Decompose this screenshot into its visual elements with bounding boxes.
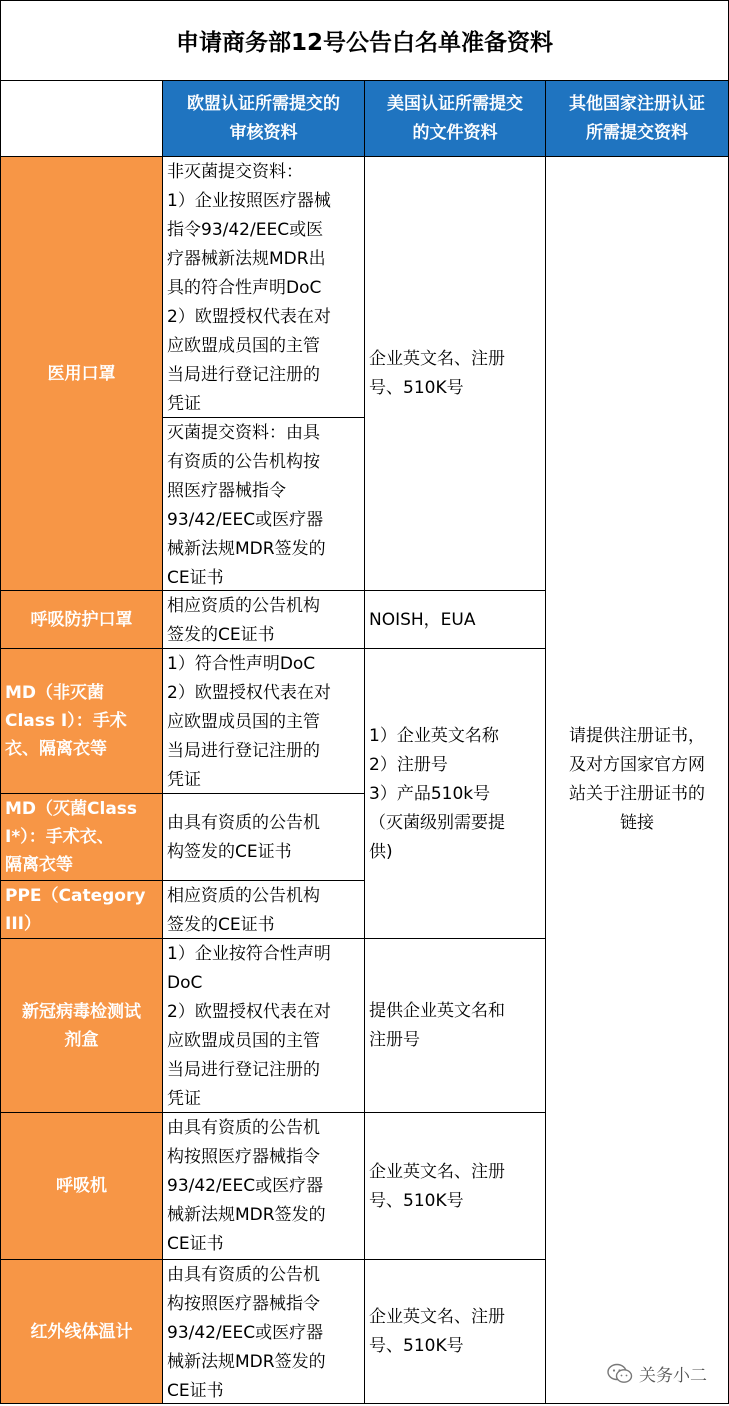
eu-covid-test-kit: 1）企业按符合性声明 DoC 2）欧盟授权代表在对 应欧盟成员国的主管 当局进行登记注册的 凭证 xyxy=(167,944,331,1109)
eu-medical-mask-nonsterile: 非灭菌提交资料： 1）企业按照医疗器械 指令93/42/EEC或医 疗器械新法规MDR出 具的符合性声明DoC 2）欧盟授权代表在对 应欧盟成员国的主管 当局进行登记注册的 凭证 xyxy=(167,162,331,414)
header-eu-requirements xyxy=(163,81,364,156)
eu-ventilator: 由具有资质的公告机 构按照医疗器械指令 93/42/EEC或医疗器 械新法规MDR签发的 CE证书 xyxy=(167,1118,326,1254)
row-label-respirator-mask xyxy=(1,591,162,648)
other-countries-all xyxy=(546,157,728,1403)
eu-respirator-mask: 相应资质的公告机构 签发的CE证书 xyxy=(167,596,320,645)
row-label-medical-mask xyxy=(1,157,162,590)
line-header-bottom xyxy=(0,156,729,157)
line-mask-eu-split xyxy=(162,417,365,418)
us-ventilator xyxy=(365,1113,545,1259)
us-respirator-mask-text: NOISH，EUA xyxy=(369,609,476,630)
line-row-md-nonsterile-bottom xyxy=(0,793,365,794)
eu-md-nonsterile: 1）符合性声明DoC 2）欧盟授权代表在对 应欧盟成员国的主管 当局进行登记注册的 凭证 xyxy=(167,654,331,790)
ir-thermometer-label: 红外线体温计 xyxy=(30,1321,133,1342)
us-md-group-text: 1）企业英文名称 2）注册号 3）产品510k号 （灭菌级别需要提 供) xyxy=(369,725,505,862)
line-row-md-sterile-bottom xyxy=(0,880,365,881)
eu-md-sterile-text: 由具有资质的公告机 构签发的CE证书 xyxy=(167,812,320,862)
eu-medical-mask-sterile: 灭菌提交资料：由具 有资质的公告机构按 照医疗器械指令 93/42/EEC或医疗器 械新法规MDR签发的 CE证书 xyxy=(167,423,326,588)
watermark-text: 关务小二 xyxy=(639,1366,707,1386)
line-row-ventilator-bottom xyxy=(0,1259,546,1260)
table-title: 申请商务部12号公告白名单准备资料 xyxy=(175,30,553,56)
us-ventilator-text: 企业英文名、注册 号、510K号 xyxy=(369,1161,505,1211)
us-respirator-mask xyxy=(365,591,545,648)
wechat-icon xyxy=(607,1363,633,1385)
header-us-requirements xyxy=(365,81,545,156)
header-other-requirements xyxy=(546,81,728,156)
covid-test-kit-label: 新冠病毒检测试 剂盒 xyxy=(22,1001,141,1050)
row-label-covid-test-kit xyxy=(1,939,162,1112)
us-medical-mask xyxy=(365,157,545,590)
line-col-1 xyxy=(162,80,163,1404)
line-row-mask-bottom xyxy=(0,590,546,591)
header-eu-text: 欧盟认证所需提交的 审核资料 xyxy=(187,93,340,143)
us-medical-mask-text: 企业英文名、注册 号、510K号 xyxy=(369,349,505,398)
line-col-2 xyxy=(364,80,365,1404)
line-row-covid-bottom xyxy=(0,1112,546,1113)
row-label-ventilator xyxy=(1,1113,162,1259)
watermark xyxy=(607,1361,707,1386)
border-top xyxy=(0,0,729,1)
row-label-md-sterile xyxy=(1,794,162,880)
header-us-text: 美国认证所需提交 的文件资料 xyxy=(387,93,523,143)
ppe-label: PPE（Category III） xyxy=(5,885,146,934)
line-col-3 xyxy=(545,80,546,1404)
row-label-md-nonsterile xyxy=(1,649,162,793)
md-nonsterile-label: MD（非灭菌 Class I）：手术 衣、隔离衣等 xyxy=(5,683,127,759)
medical-mask-label: 医用口罩 xyxy=(47,363,116,384)
row-label-ir-thermometer xyxy=(1,1260,162,1403)
respirator-mask-label: 呼吸防护口罩 xyxy=(30,609,133,630)
us-covid-test-kit xyxy=(365,939,545,1112)
row-label-ppe xyxy=(1,881,162,938)
us-md-group xyxy=(365,649,545,938)
header-other-text: 其他国家注册认证 所需提交资料 xyxy=(569,93,705,143)
line-row-respirator-bottom xyxy=(0,648,546,649)
md-sterile-label: MD（灭菌Class I*）：手术衣、 隔离衣等 xyxy=(5,799,138,875)
us-covid-test-kit-text: 提供企业英文名和 注册号 xyxy=(369,1001,505,1050)
header-corner-empty xyxy=(1,81,162,156)
other-countries-text: 请提供注册证书， 及对方国家官方网 站关于注册证书的 链接 xyxy=(569,726,705,833)
ventilator-label: 呼吸机 xyxy=(56,1176,107,1196)
line-row-ppe-bottom xyxy=(0,938,546,939)
eu-ir-thermometer: 由具有资质的公告机 构按照医疗器械指令 93/42/EEC或医疗器 械新法规MDR签发的 CE证书 xyxy=(167,1265,326,1401)
eu-ppe: 相应资质的公告机构 签发的CE证书 xyxy=(167,886,320,935)
us-ir-thermometer xyxy=(365,1260,545,1403)
border-left xyxy=(0,0,1,1404)
us-ir-thermometer-text: 企业英文名、注册 号、510K号 xyxy=(369,1307,505,1356)
eu-md-sterile xyxy=(163,794,364,880)
